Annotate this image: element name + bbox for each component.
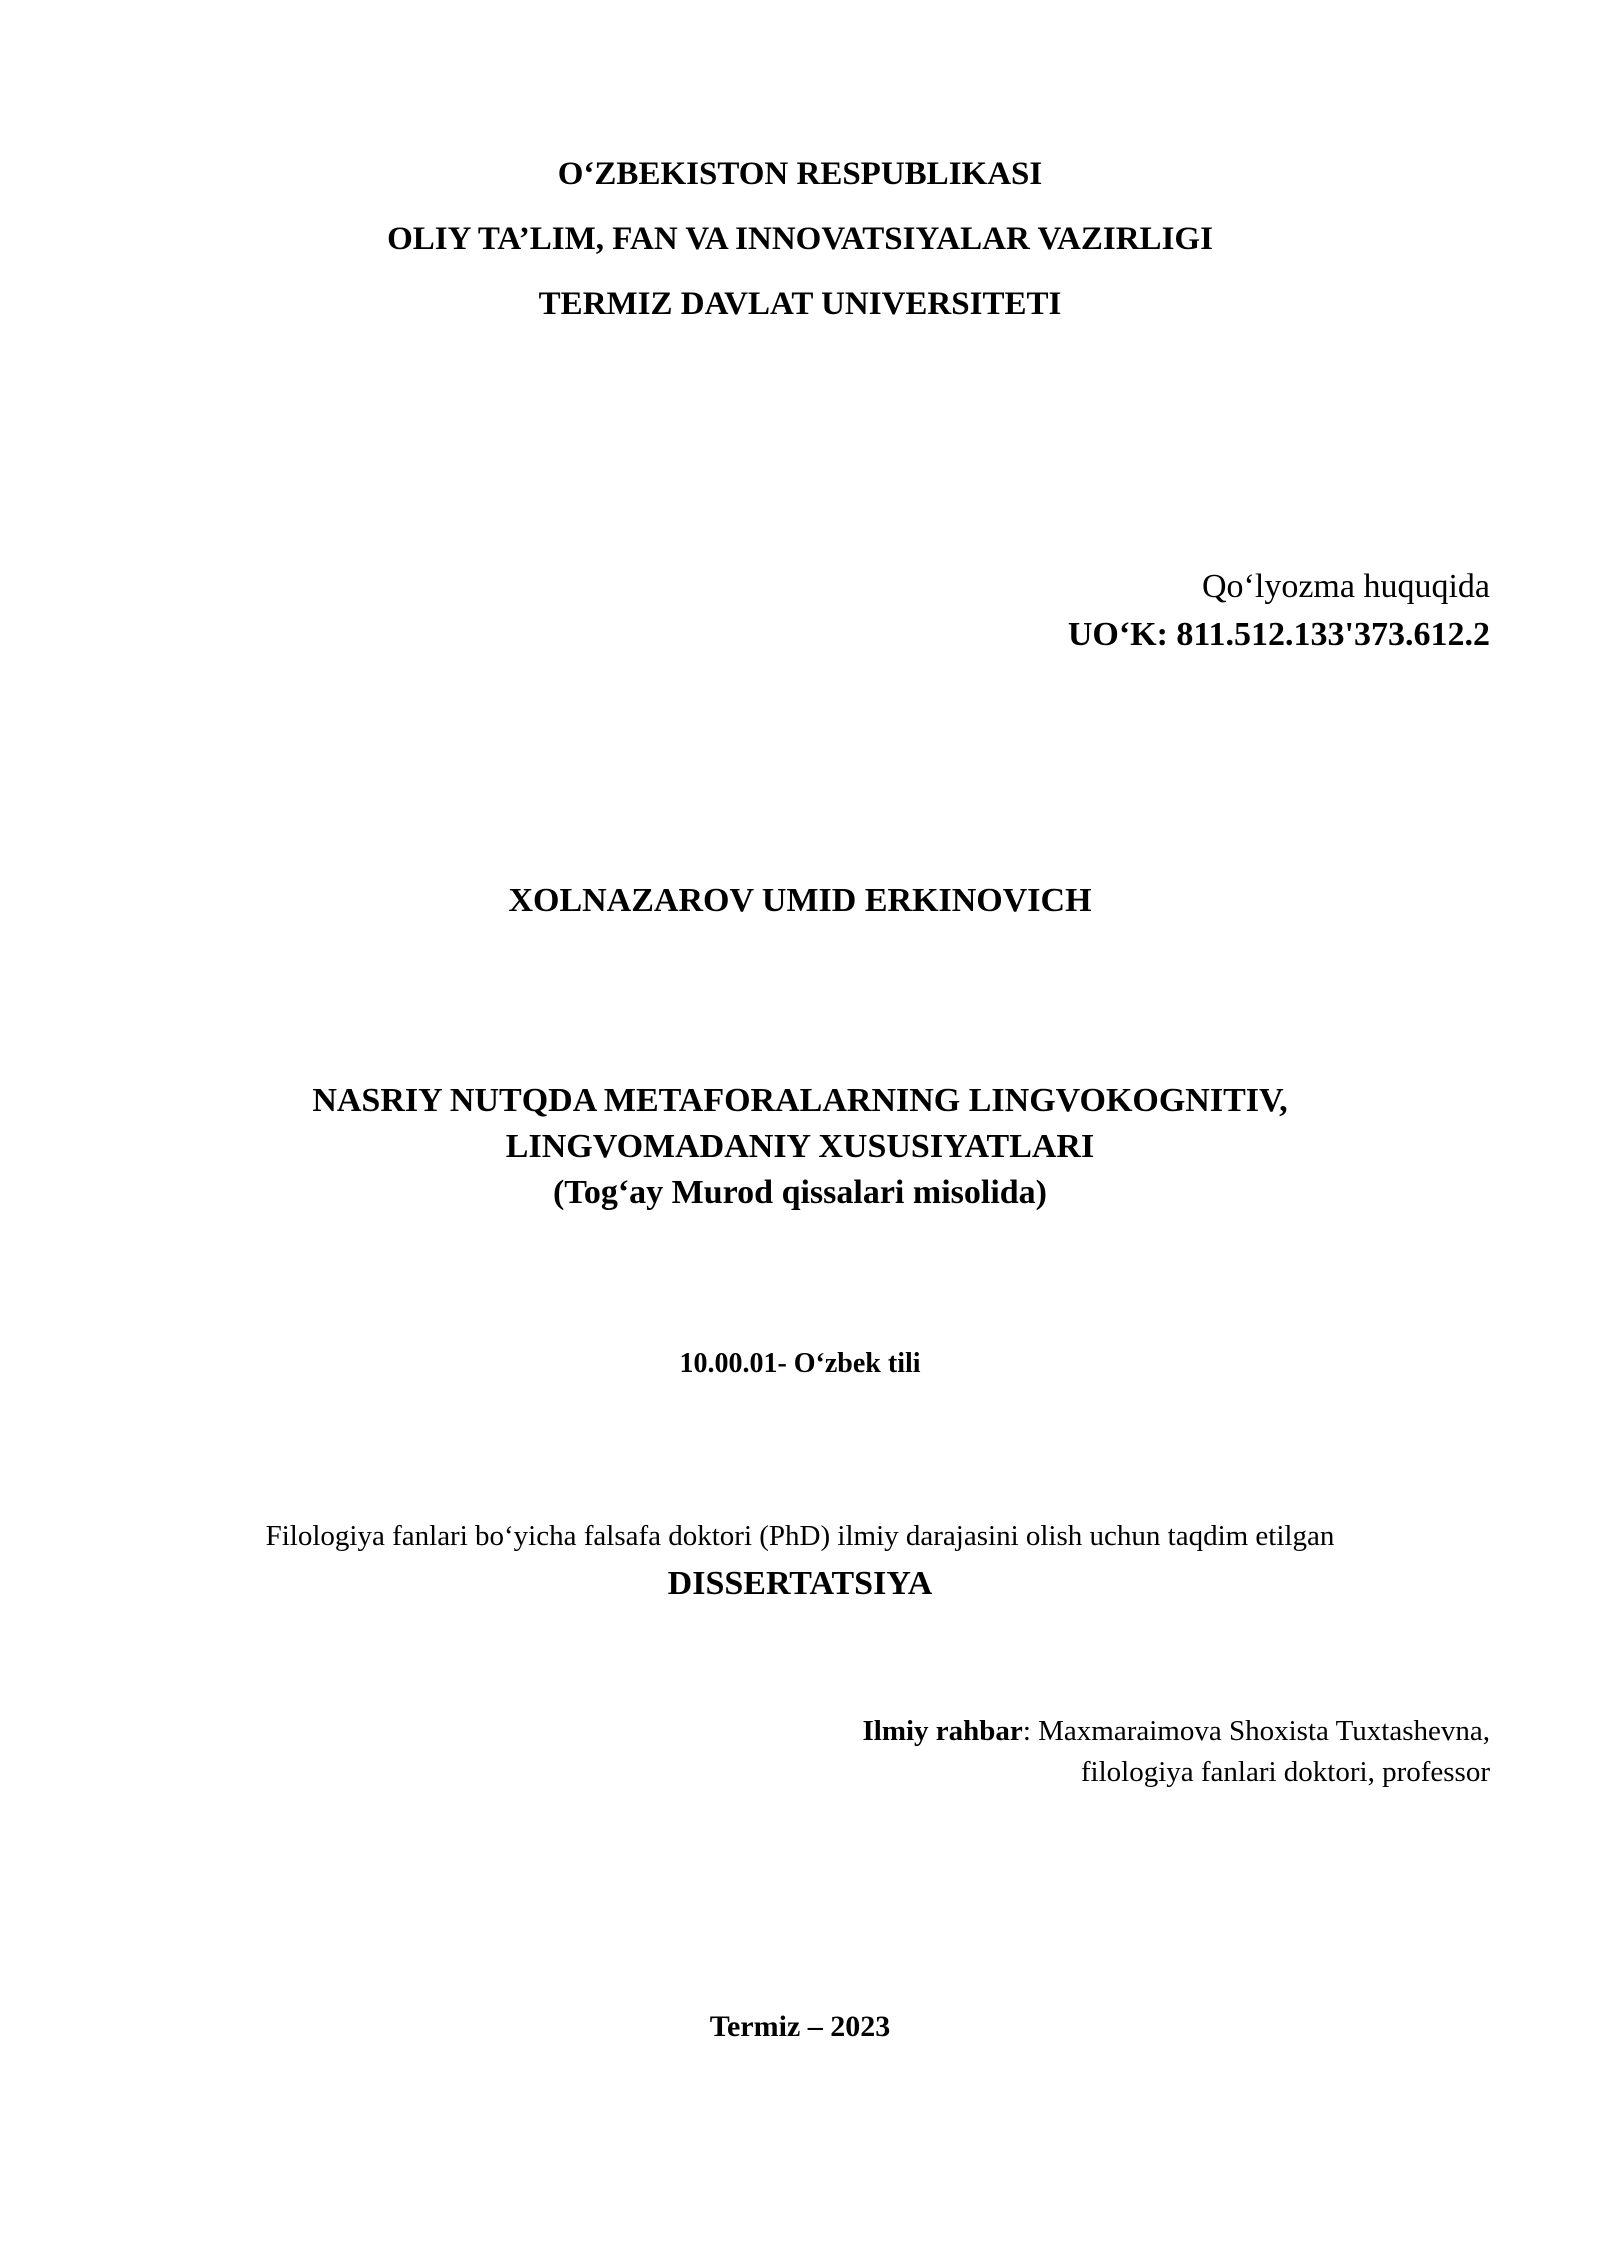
- supervisor-line: [863, 1717, 1491, 1746]
- place-and-year: Termiz – 2023: [709, 2010, 891, 2043]
- country-heading: O‘ZBEKISTON RESPUBLIKASI: [557, 156, 1043, 192]
- supervisor-name: : Maxmaraimova Shoxista Tuxtashevna,: [1022, 1715, 1490, 1747]
- author-name: XOLNAZAROV UMID ERKINOVICH: [508, 882, 1092, 919]
- dissertation-title-line-1: NASRIY NUTQDA METAFORALARNING LINGVOKOGNITIV,: [312, 1082, 1288, 1119]
- supervisor-credentials: filologiya fanlari doktori, professor: [1080, 1756, 1490, 1788]
- degree-description: Filologiya fanlari bo‘yicha falsafa doktori (PhD) ilmiy darajasini olish uchun taqdim etilgan: [265, 1520, 1335, 1552]
- dissertation-subtitle: (Tog‘ay Murod qissalari misolida): [552, 1174, 1047, 1211]
- dissertation-title-line-2: LINGVOMADANIY XUSUSIYATLARI: [505, 1128, 1095, 1165]
- supervisor-label: Ilmiy rahbar: [862, 1715, 1023, 1747]
- ministry-heading: OLIY TA’LIM, FAN VA INNOVATSIYALAR VAZIRLIGI: [387, 221, 1213, 257]
- udc-code: UO‘K: 811.512.133'373.612.2: [1067, 616, 1490, 653]
- manuscript-rights-note: Qo‘lyozma huquqida: [1202, 568, 1490, 605]
- document-type: DISSERTATSIYA: [667, 1565, 933, 1602]
- specialty-code: 10.00.01- O‘zbek tili: [679, 1348, 921, 1379]
- university-heading: TERMIZ DAVLAT UNIVERSITETI: [538, 286, 1062, 322]
